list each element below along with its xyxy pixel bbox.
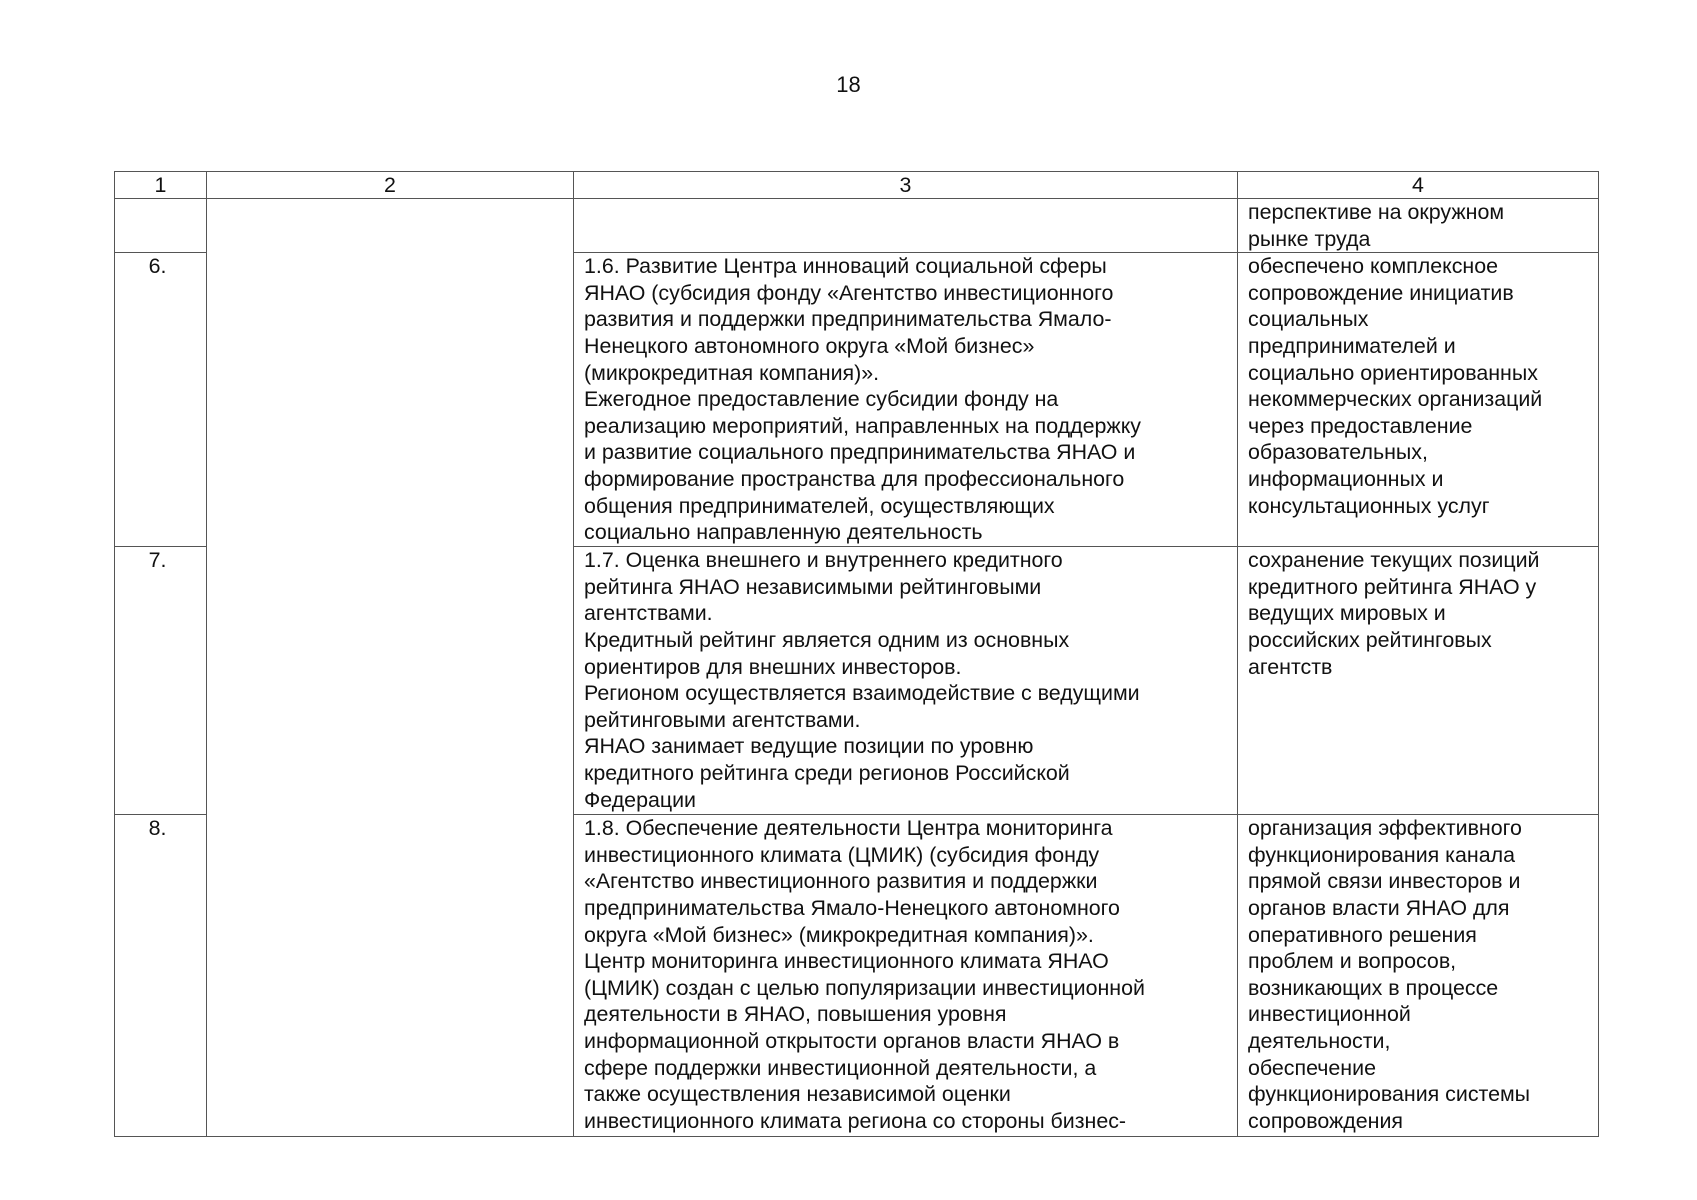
cell-number bbox=[115, 199, 207, 253]
text-line: Центр мониторинга инвестиционного климата ЯНАО bbox=[584, 949, 1109, 974]
text-line: через предоставление bbox=[1248, 413, 1473, 438]
text-line: ориентиров для внешних инвесторов. bbox=[584, 654, 962, 679]
text-line: российских рейтинговых bbox=[1248, 627, 1492, 652]
cell-result bbox=[1238, 815, 1599, 1137]
text-line: формирование пространства для профессионального bbox=[584, 466, 1125, 491]
text-line: деятельности, bbox=[1248, 1028, 1391, 1053]
cell-result bbox=[1238, 199, 1599, 253]
text-line: агентствами. bbox=[584, 601, 713, 626]
text-line: (ЦМИК) создан с целью популяризации инвестиционной bbox=[584, 975, 1145, 1000]
text-line: предпринимателей и bbox=[1248, 333, 1456, 358]
column-header-3: 3 bbox=[574, 172, 1238, 199]
text-line: агентств bbox=[1248, 654, 1333, 679]
text-line: прямой связи инвесторов и bbox=[1248, 869, 1521, 894]
text-line: возникающих в процессе bbox=[1248, 975, 1499, 1000]
table-row-continuation bbox=[115, 199, 1599, 253]
text-line: предпринимательства Ямало-Ненецкого автономного bbox=[584, 895, 1120, 920]
page-number: 18 bbox=[836, 72, 861, 97]
column-header-2: 2 bbox=[207, 172, 574, 199]
text-line: развития и поддержки предпринимательства Ямало- bbox=[584, 307, 1112, 332]
text-line: реализацию мероприятий, направленных на поддержку bbox=[584, 413, 1141, 438]
text-line: обеспечено комплексное bbox=[1248, 254, 1499, 279]
text-line: кредитного рейтинга среди регионов Российской bbox=[584, 760, 1070, 785]
text-line: 1.7. Оценка внешнего и внутреннего кредитного bbox=[584, 548, 1063, 573]
text-line: общения предпринимателей, осуществляющих bbox=[584, 493, 1055, 518]
cell-measure bbox=[574, 199, 1238, 253]
merged-column-2-cell bbox=[207, 199, 574, 1137]
text-line: проблем и вопросов, bbox=[1248, 949, 1457, 974]
text-line: (микрокредитная компания)». bbox=[584, 360, 880, 385]
text-line: рынке труда bbox=[1248, 226, 1371, 251]
text-line: ведущих мировых и bbox=[1248, 601, 1446, 626]
text-line: инвестиционного климата (ЦМИК) (субсидия фонду bbox=[584, 842, 1100, 867]
text-line: ЯНАО занимает ведущие позиции по уровню bbox=[584, 734, 1034, 759]
column-header-4: 4 bbox=[1238, 172, 1599, 199]
text-line: Федерации bbox=[584, 787, 697, 812]
text-line: инвестиционного климата региона со стороны бизнес- bbox=[584, 1108, 1127, 1133]
text-line: образовательных, bbox=[1248, 440, 1428, 465]
text-line: перспективе на окружном bbox=[1248, 200, 1505, 224]
table-header-row bbox=[115, 172, 1599, 199]
text-line: информационной открытости органов власти ЯНАО в bbox=[584, 1028, 1120, 1053]
text-line: также осуществления независимой оценки bbox=[584, 1082, 1011, 1107]
cell-measure bbox=[574, 253, 1238, 547]
text-line: некоммерческих организаций bbox=[1248, 387, 1543, 412]
text-line: 1.6. Развитие Центра инноваций социальной сферы bbox=[584, 254, 1107, 279]
text-line: консультационных услуг bbox=[1248, 493, 1490, 518]
text-line: рейтинговыми агентствами. bbox=[584, 707, 861, 732]
text-line: Ежегодное предоставление субсидии фонду на bbox=[584, 387, 1059, 412]
text-line: 1.8. Обеспечение деятельности Центра мониторинга bbox=[584, 816, 1113, 841]
text-line: сопровождения bbox=[1248, 1108, 1404, 1133]
cell-result bbox=[1238, 253, 1599, 547]
text-line: Кредитный рейтинг является одним из основных bbox=[584, 627, 1070, 652]
cell-measure bbox=[574, 547, 1238, 815]
text-line: социально направленную деятельность bbox=[584, 520, 983, 545]
text-line: социальных bbox=[1248, 307, 1369, 332]
row-number: 7. bbox=[115, 547, 207, 815]
text-line: функционирования системы bbox=[1248, 1082, 1531, 1107]
cell-measure bbox=[574, 815, 1238, 1137]
text-line: и развитие социального предпринимательства ЯНАО и bbox=[584, 440, 1136, 465]
text-line: «Агентство инвестиционного развития и поддержки bbox=[584, 869, 1098, 894]
text-line: социально ориентированных bbox=[1248, 360, 1538, 385]
cell-result bbox=[1238, 547, 1599, 815]
text-line: сохранение текущих позиций bbox=[1248, 548, 1540, 573]
text-line: функционирования канала bbox=[1248, 842, 1515, 867]
text-line: организация эффективного bbox=[1248, 816, 1522, 841]
text-line: Регионом осуществляется взаимодействие с ведущими bbox=[584, 681, 1140, 706]
text-line: оперативного решения bbox=[1248, 922, 1477, 947]
column-header-1: 1 bbox=[115, 172, 207, 199]
text-line: инвестиционной bbox=[1248, 1002, 1411, 1027]
text-line: ЯНАО (субсидия фонду «Агентство инвестиционного bbox=[584, 280, 1114, 305]
row-number: 8. bbox=[115, 815, 207, 1137]
text-line: кредитного рейтинга ЯНАО у bbox=[1248, 574, 1537, 599]
measures-table bbox=[114, 171, 1599, 1137]
text-line: обеспечение bbox=[1248, 1055, 1376, 1080]
text-line: Ненецкого автономного округа «Мой бизнес» bbox=[584, 333, 1035, 358]
text-line: информационных и bbox=[1248, 466, 1444, 491]
text-line: рейтинга ЯНАО независимыми рейтинговыми bbox=[584, 574, 1042, 599]
text-line: округа «Мой бизнес» (микрокредитная компания)». bbox=[584, 922, 1094, 947]
text-line: сопровождение инициатив bbox=[1248, 280, 1514, 305]
text-line: сфере поддержки инвестиционной деятельности, а bbox=[584, 1055, 1097, 1080]
text-line: органов власти ЯНАО для bbox=[1248, 895, 1510, 920]
text-line: деятельности в ЯНАО, повышения уровня bbox=[584, 1002, 1007, 1027]
row-number: 6. bbox=[115, 253, 207, 547]
